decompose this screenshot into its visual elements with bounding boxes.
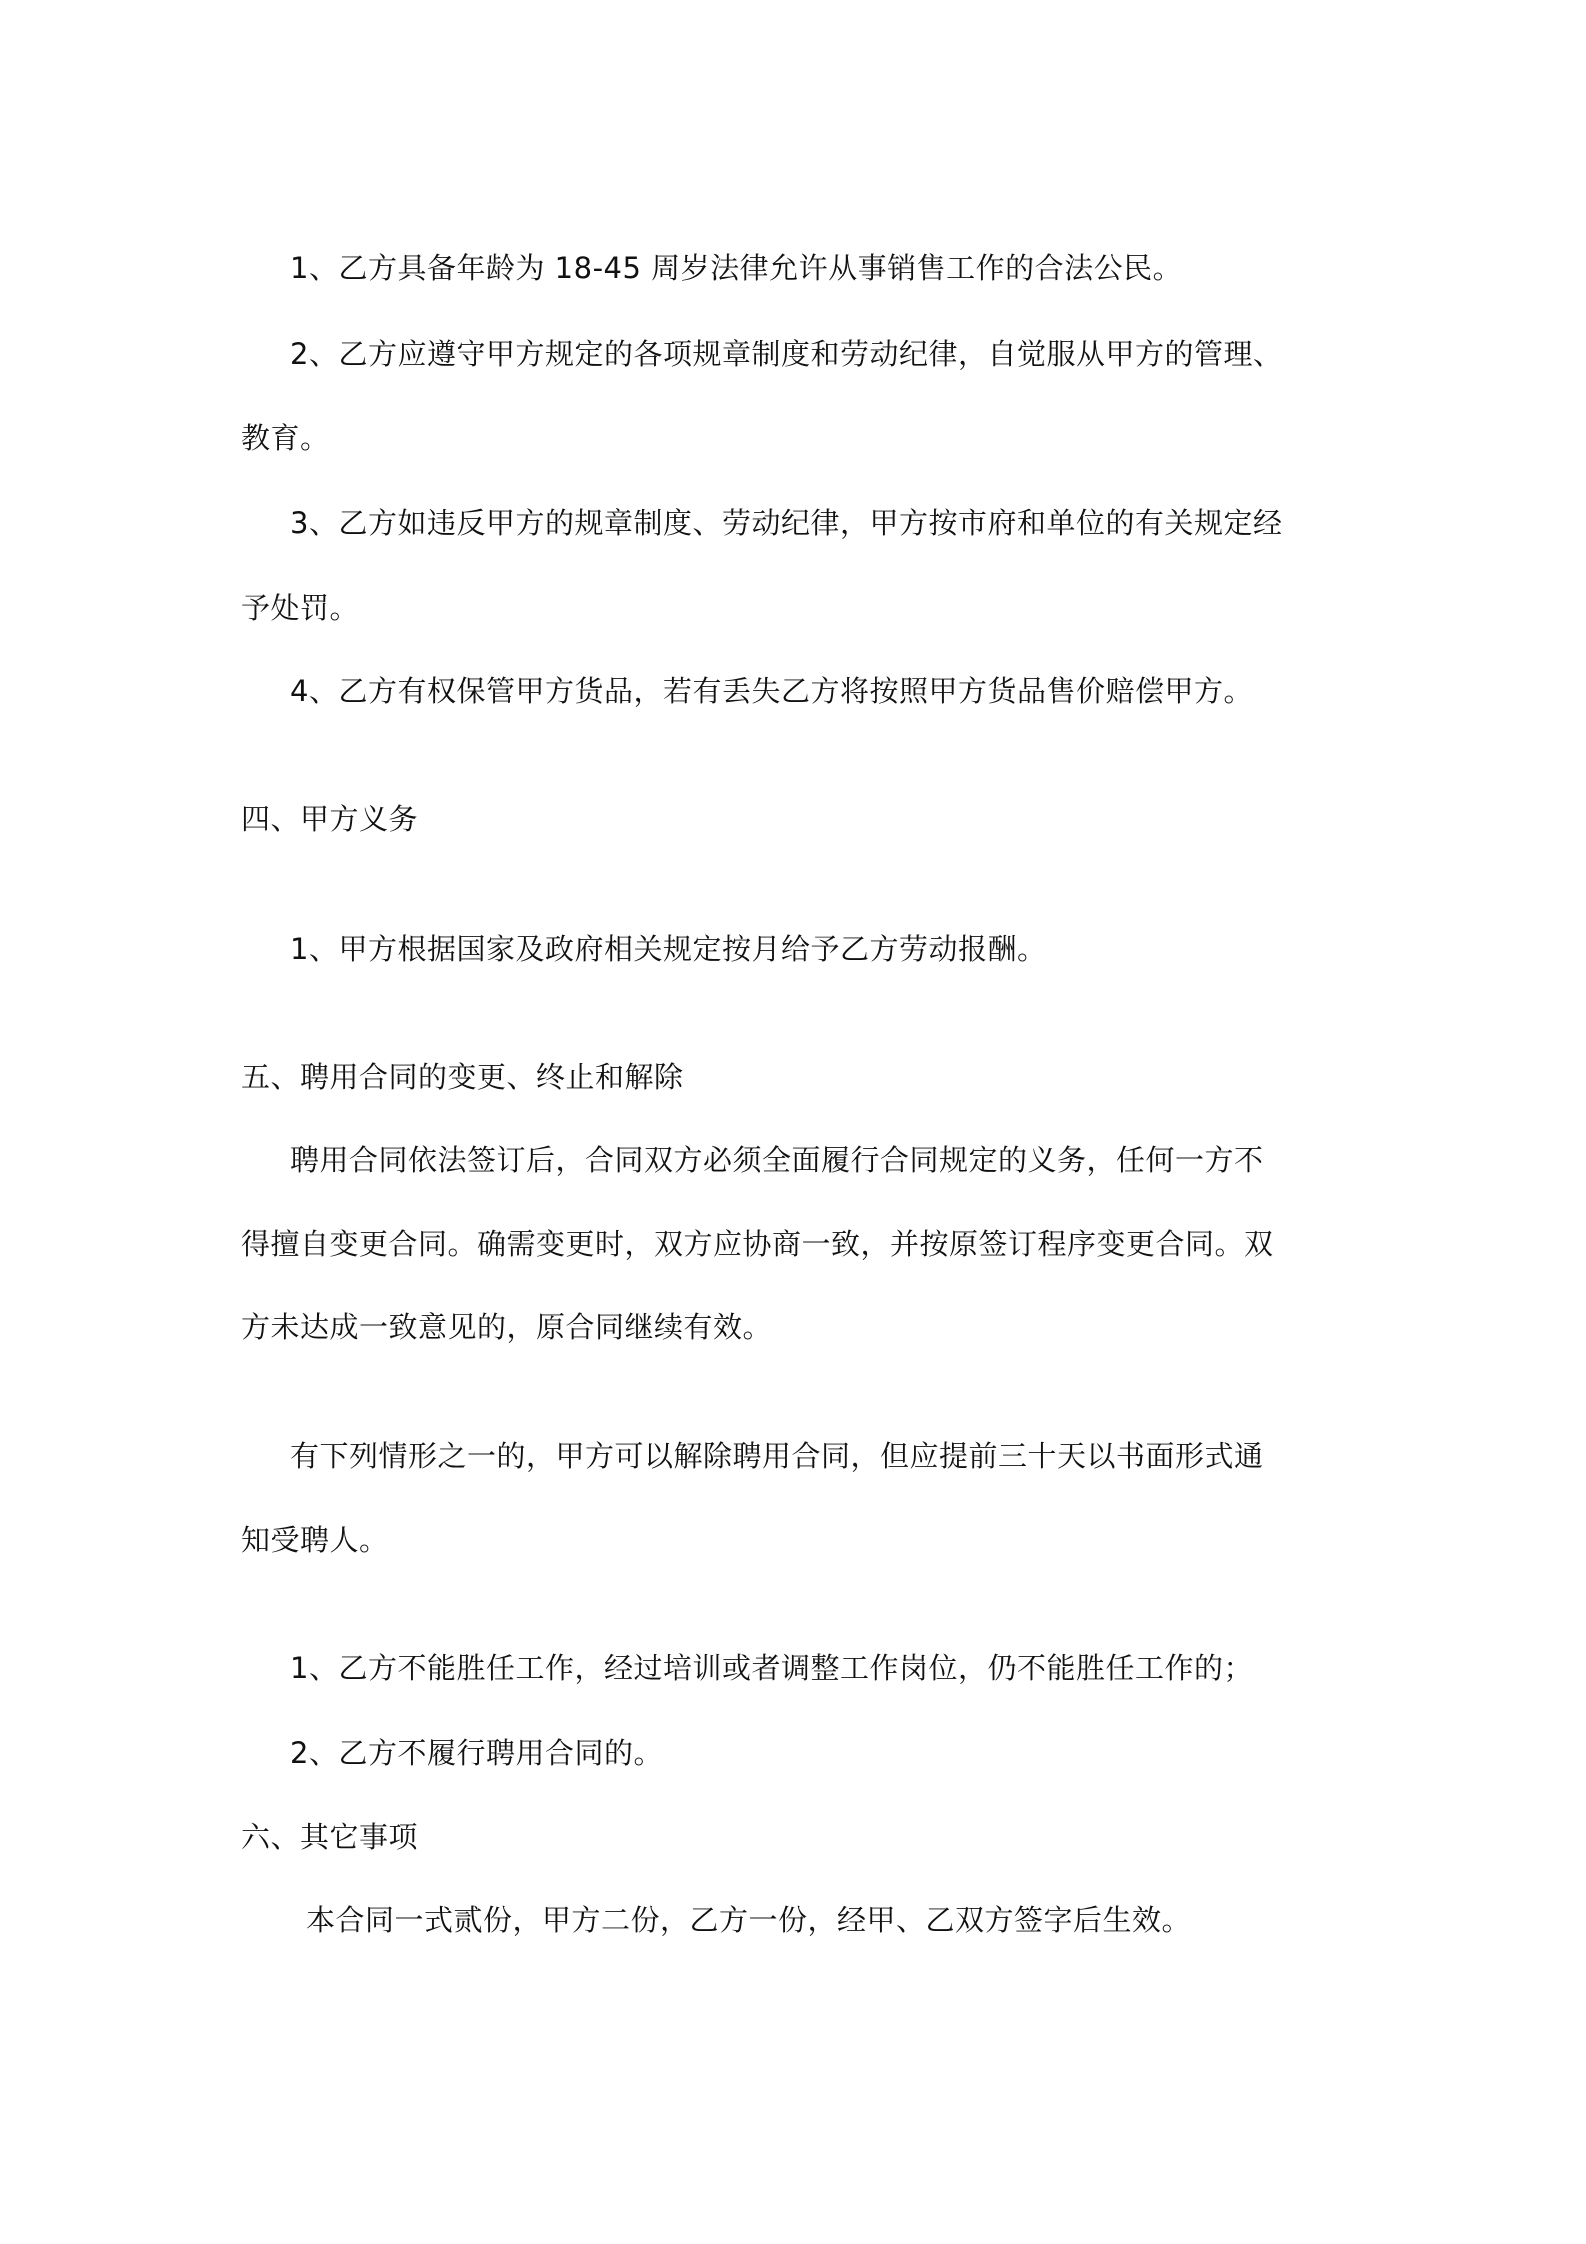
section3-item-2-line1: 2、乙方应遵守甲方规定的各项规章制度和劳动纪律，自觉服从甲方的管理、 [290,337,1283,371]
section3-item-3-line1: 3、乙方如违反甲方的规章制度、劳动纪律，甲方按市府和单位的有关规定经 [290,506,1283,540]
section5-item-1: 1、乙方不能胜任工作，经过培训或者调整工作岗位，仍不能胜任工作的； [290,1651,1253,1685]
section4-heading: 四、甲方义务 [241,802,419,836]
section5-paragraph1-line1: 聘用合同依法签订后，合同双方必须全面履行合同规定的义务，任何一方不 [290,1143,1264,1177]
section5-paragraph1-line3: 方未达成一致意见的，原合同继续有效。 [241,1310,773,1344]
section3-item-1: 1、乙方具备年龄为 18-45 周岁法律允许从事销售工作的合法公民。 [290,251,1183,285]
section5-paragraph2-line2: 知受聘人。 [241,1523,389,1557]
section6-heading: 六、其它事项 [241,1820,419,1854]
section6-paragraph: 本合同一式贰份，甲方二份，乙方一份，经甲、乙双方签字后生效。 [306,1903,1192,1937]
section5-item-2: 2、乙方不履行聘用合同的。 [290,1736,663,1770]
section3-item-2-line2: 教育。 [241,421,330,455]
section5-heading: 五、聘用合同的变更、终止和解除 [241,1060,684,1094]
section3-item-4: 4、乙方有权保管甲方货品，若有丢失乙方将按照甲方货品售价赔偿甲方。 [290,674,1253,708]
section3-item-3-line2: 予处罚。 [241,591,360,625]
section5-paragraph1-line2: 得擅自变更合同。确需变更时，双方应协商一致，并按原签订程序变更合同。双 [241,1227,1274,1261]
section5-paragraph2-line1: 有下列情形之一的，甲方可以解除聘用合同，但应提前三十天以书面形式通 [290,1439,1264,1473]
section4-item-1: 1、甲方根据国家及政府相关规定按月给予乙方劳动报酬。 [290,932,1047,966]
